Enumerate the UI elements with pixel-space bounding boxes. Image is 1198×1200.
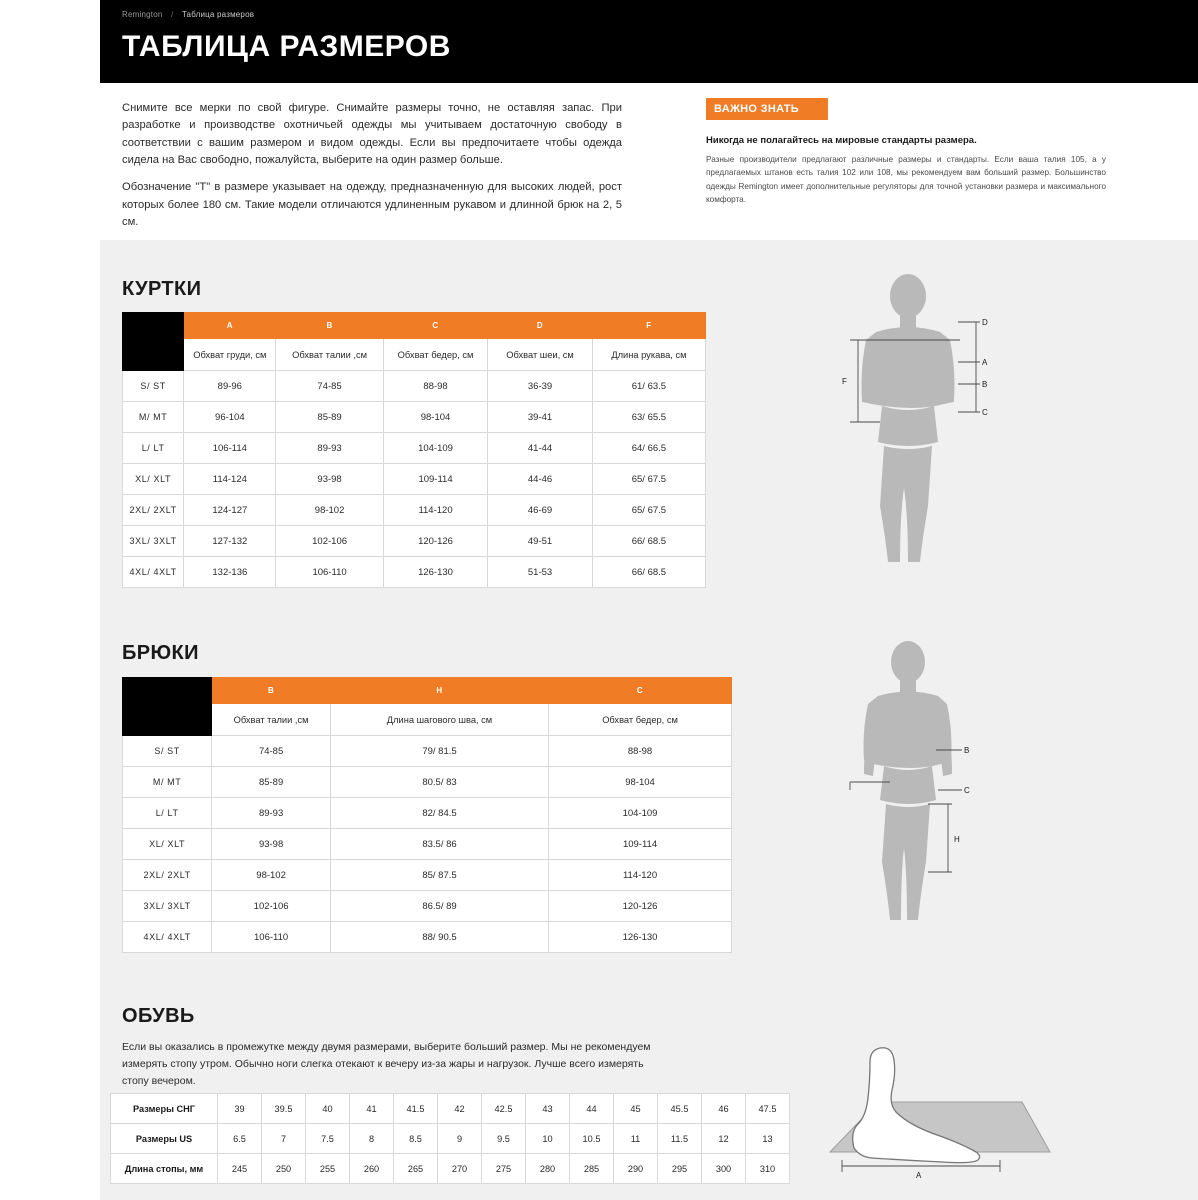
jackets-r0-c0: S/ ST — [123, 371, 184, 402]
jackets-r2-c5: 64/ 66.5 — [592, 433, 705, 464]
table-row — [123, 860, 732, 891]
jackets-r6-c3: 126-130 — [383, 557, 488, 588]
jackets-r4-c0: 2XL/ 2XLT — [123, 495, 184, 526]
shoes-row0-c12: 47.5 — [746, 1094, 790, 1124]
pants-r4-c3: 114-120 — [549, 860, 732, 891]
jackets-name-row — [123, 339, 706, 371]
breadcrumb-root[interactable]: Remington — [122, 10, 163, 19]
table-row — [123, 767, 732, 798]
jackets-letter-row — [123, 313, 706, 339]
intro-text — [122, 100, 622, 242]
jacket-label-A: A — [982, 358, 988, 367]
shoes-row2-c7: 280 — [526, 1154, 570, 1184]
pants-r3-c0: XL/ XLT — [123, 829, 212, 860]
pants-r1-c2: 80.5/ 83 — [330, 767, 548, 798]
pants-r1-c3: 98-104 — [549, 767, 732, 798]
shoe-label-A: A — [916, 1171, 922, 1180]
important-badge-label: ВАЖНО ЗНАТЬ — [714, 103, 799, 115]
shoes-row1-c6: 9.5 — [482, 1124, 526, 1154]
shoes-row2-c8: 285 — [570, 1154, 614, 1184]
pants-name-row — [123, 704, 732, 736]
shoes-row1-c5: 9 — [438, 1124, 482, 1154]
jackets-r0-c1: 89-96 — [184, 371, 276, 402]
pants-r0-c0: S/ ST — [123, 736, 212, 767]
shoes-row0-c10: 45.5 — [658, 1094, 702, 1124]
shoes-row2-c2: 255 — [306, 1154, 350, 1184]
pants-r4-c1: 98-102 — [212, 860, 331, 891]
jackets-r5-c5: 66/ 68.5 — [592, 526, 705, 557]
breadcrumb-current: Таблица размеров — [181, 10, 255, 19]
pants-r1-c0: M/ MT — [123, 767, 212, 798]
shoes-row1-c2: 7.5 — [306, 1124, 350, 1154]
pants-label-H: H — [954, 835, 960, 844]
jackets-r6-c4: 51-53 — [488, 557, 593, 588]
jackets-r1-c3: 98-104 — [383, 402, 488, 433]
pants-r6-c2: 88/ 90.5 — [330, 922, 548, 953]
shoes-row2-c0: 245 — [218, 1154, 262, 1184]
table-row — [123, 371, 706, 402]
shoes-row2-c10: 295 — [658, 1154, 702, 1184]
section-title-pants: БРЮКИ — [122, 642, 199, 664]
jackets-r5-c4: 49-51 — [488, 526, 593, 557]
important-body: Разные производители предлагают различные размеры и стандарты. Если ваша талия 105, а у предлагаемых штанов есть талия 102 или 108, мы рекомендуем вам больший размер. Большинство одежды Remington имеет дополнительные регуляторы для точной установки размера и максимального комфорта. — [706, 155, 1106, 204]
jackets-r3-c4: 44-46 — [488, 464, 593, 495]
jackets-r2-c2: 89-93 — [276, 433, 383, 464]
shoes-row0-c11: 46 — [702, 1094, 746, 1124]
jackets-r4-c1: 124-127 — [184, 495, 276, 526]
pants-r3-c1: 93-98 — [212, 829, 331, 860]
shoes-row2-label: Длина стопы, мм — [111, 1154, 218, 1184]
breadcrumb — [122, 10, 254, 19]
section-title-shoes: ОБУВЬ — [122, 1005, 195, 1027]
pants-r0-c3: 88-98 — [549, 736, 732, 767]
table-row — [123, 736, 732, 767]
intro-paragraph-1: Снимите все мерки по свой фигуре. Снимайте размеры точно, не оставляя запас. При разработке и производстве охотничьей одежды мы учитываем достаточную свободу в соответствии с вашим размером и видом одежды. Если вы предпочитаете чтобы одежда сидела на Вас свободно, пожалуйста, выберите на один размер больше. — [122, 102, 622, 167]
jackets-r2-c1: 106-114 — [184, 433, 276, 464]
jackets-r4-c5: 65/ 67.5 — [592, 495, 705, 526]
shoes-row2-c1: 250 — [262, 1154, 306, 1184]
shoes-row1-c1: 7 — [262, 1124, 306, 1154]
shoes-row2-c4: 265 — [394, 1154, 438, 1184]
jackets-r6-c0: 4XL/ 4XLT — [123, 557, 184, 588]
pants-r3-c2: 83.5/ 86 — [330, 829, 548, 860]
jackets-letter-1: A — [184, 313, 276, 339]
intro-paragraph-2: Обозначение "Т" в размере указывает на одежду, предназначенную для высоких людей, рост которых более 180 см. Такие модели отличаются удлиненным рукавом и длинной брюк на 2, 5 см. — [122, 181, 622, 229]
jackets-r1-c1: 96-104 — [184, 402, 276, 433]
shoes-row1-c12: 13 — [746, 1124, 790, 1154]
figure-foot-measurement — [800, 1040, 1060, 1180]
jackets-r4-c4: 46-69 — [488, 495, 593, 526]
table-row — [123, 891, 732, 922]
jackets-r6-c5: 66/ 68.5 — [592, 557, 705, 588]
shoes-row1-c8: 10.5 — [570, 1124, 614, 1154]
shoes-row2-c3: 260 — [350, 1154, 394, 1184]
jackets-r3-c2: 93-98 — [276, 464, 383, 495]
pants-letter-row — [123, 678, 732, 704]
jackets-r2-c0: L/ LT — [123, 433, 184, 464]
shoes-row0-c6: 42.5 — [482, 1094, 526, 1124]
pants-r5-c0: 3XL/ 3XLT — [123, 891, 212, 922]
pants-r4-c0: 2XL/ 2XLT — [123, 860, 212, 891]
pants-r6-c0: 4XL/ 4XLT — [123, 922, 212, 953]
shoes-row2-c9: 290 — [614, 1154, 658, 1184]
breadcrumb-separator: / — [170, 10, 174, 19]
pants-r2-c3: 104-109 — [549, 798, 732, 829]
jackets-letter-3: C — [383, 313, 488, 339]
table-row — [111, 1154, 790, 1184]
pants-r2-c0: L/ LT — [123, 798, 212, 829]
jackets-r4-c3: 114-120 — [383, 495, 488, 526]
shoes-row0-c1: 39.5 — [262, 1094, 306, 1124]
shoes-row0-c7: 43 — [526, 1094, 570, 1124]
jackets-name-1: Обхват груди, см — [184, 339, 276, 371]
jackets-letter-2: B — [276, 313, 383, 339]
jacket-label-B: B — [982, 380, 988, 389]
jackets-letter-0 — [123, 313, 184, 339]
jackets-r6-c1: 132-136 — [184, 557, 276, 588]
jackets-r1-c4: 39-41 — [488, 402, 593, 433]
shoes-row2-c5: 270 — [438, 1154, 482, 1184]
pants-label-B: B — [964, 746, 970, 755]
jackets-r1-c0: M/ MT — [123, 402, 184, 433]
pants-r6-c3: 126-130 — [549, 922, 732, 953]
pants-r2-c2: 82/ 84.5 — [330, 798, 548, 829]
pants-name-2: Длина шагового шва, см — [330, 704, 548, 736]
shoes-row0-c9: 45 — [614, 1094, 658, 1124]
table-row — [123, 922, 732, 953]
shoes-row1-c11: 12 — [702, 1124, 746, 1154]
pants-r1-c1: 85-89 — [212, 767, 331, 798]
jackets-r6-c2: 106-110 — [276, 557, 383, 588]
pants-name-1: Обхват талии ,см — [212, 704, 331, 736]
pants-r3-c3: 109-114 — [549, 829, 732, 860]
shoes-row0-c2: 40 — [306, 1094, 350, 1124]
shoes-row1-c9: 11 — [614, 1124, 658, 1154]
jackets-r4-c2: 98-102 — [276, 495, 383, 526]
jackets-r0-c2: 74-85 — [276, 371, 383, 402]
jackets-r3-c5: 65/ 67.5 — [592, 464, 705, 495]
jackets-r5-c1: 127-132 — [184, 526, 276, 557]
pants-letter-1: B — [212, 678, 331, 704]
table-row — [111, 1124, 790, 1154]
pants-letter-0 — [123, 678, 212, 704]
figure-jacket-measurements — [810, 272, 1030, 572]
table-row — [123, 526, 706, 557]
jackets-r5-c3: 120-126 — [383, 526, 488, 557]
shoes-row0-c8: 44 — [570, 1094, 614, 1124]
shoes-row1-label: Размеры US — [111, 1124, 218, 1154]
jacket-label-D: D — [982, 318, 988, 327]
pants-r5-c2: 86.5/ 89 — [330, 891, 548, 922]
pants-r5-c1: 102-106 — [212, 891, 331, 922]
table-row — [123, 464, 706, 495]
jackets-r3-c3: 109-114 — [383, 464, 488, 495]
important-subtitle: Никогда не полагайтесь на мировые стандарты размера. — [706, 135, 977, 146]
pants-name-0 — [123, 704, 212, 736]
jackets-letter-4: D — [488, 313, 593, 339]
shoes-row0-c5: 42 — [438, 1094, 482, 1124]
table-row — [123, 829, 732, 860]
page-title: ТАБЛИЦА РАЗМЕРОВ — [122, 30, 451, 63]
jackets-table — [122, 312, 706, 588]
pants-r2-c1: 89-93 — [212, 798, 331, 829]
jacket-label-F: F — [842, 377, 847, 386]
shoes-row2-c12: 310 — [746, 1154, 790, 1184]
figure-pants-measurements — [810, 640, 1030, 940]
jackets-r1-c5: 63/ 65.5 — [592, 402, 705, 433]
shoes-description: Если вы оказались в промежутке между двумя размерами, выберите больший размер. Мы не рекомендуем измерять стопу утром. Обычно ноги слегка отекают к вечеру из-за жары и нагрузок. Лучше всего измерять стопу вечером. — [122, 1041, 651, 1087]
page-header — [100, 0, 1198, 83]
jackets-name-3: Обхват бедер, см — [383, 339, 488, 371]
jackets-r2-c4: 41-44 — [488, 433, 593, 464]
important-badge — [706, 98, 828, 120]
jackets-r1-c2: 85-89 — [276, 402, 383, 433]
section-title-jackets: КУРТКИ — [122, 278, 202, 300]
pants-r5-c3: 120-126 — [549, 891, 732, 922]
table-row — [123, 495, 706, 526]
jackets-r0-c5: 61/ 63.5 — [592, 371, 705, 402]
pants-r4-c2: 85/ 87.5 — [330, 860, 548, 891]
jackets-r2-c3: 104-109 — [383, 433, 488, 464]
jackets-r3-c1: 114-124 — [184, 464, 276, 495]
jackets-r5-c2: 102-106 — [276, 526, 383, 557]
jackets-name-0 — [123, 339, 184, 371]
shoes-row0-c4: 41.5 — [394, 1094, 438, 1124]
shoes-row1-c3: 8 — [350, 1124, 394, 1154]
shoes-row1-c10: 11.5 — [658, 1124, 702, 1154]
shoes-row1-c7: 10 — [526, 1124, 570, 1154]
pants-label-C: C — [964, 786, 970, 795]
pants-name-3: Обхват бедер, см — [549, 704, 732, 736]
jackets-name-4: Обхват шеи, см — [488, 339, 593, 371]
table-row — [123, 433, 706, 464]
jackets-r0-c4: 36-39 — [488, 371, 593, 402]
table-row — [123, 402, 706, 433]
pants-r6-c1: 106-110 — [212, 922, 331, 953]
jackets-r0-c3: 88-98 — [383, 371, 488, 402]
table-row — [123, 557, 706, 588]
pants-letter-3: C — [549, 678, 732, 704]
shoes-row0-label: Размеры СНГ — [111, 1094, 218, 1124]
pants-letter-2: H — [330, 678, 548, 704]
shoes-row0-c3: 41 — [350, 1094, 394, 1124]
jackets-letter-5: F — [592, 313, 705, 339]
shoes-row2-c6: 275 — [482, 1154, 526, 1184]
pants-r0-c1: 74-85 — [212, 736, 331, 767]
jackets-name-2: Обхват талии ,см — [276, 339, 383, 371]
shoes-row1-c0: 6.5 — [218, 1124, 262, 1154]
jackets-r3-c0: XL/ XLT — [123, 464, 184, 495]
pants-r0-c2: 79/ 81.5 — [330, 736, 548, 767]
pants-table — [122, 677, 732, 953]
jackets-r5-c0: 3XL/ 3XLT — [123, 526, 184, 557]
shoes-row2-c11: 300 — [702, 1154, 746, 1184]
table-row — [111, 1094, 790, 1124]
jackets-name-5: Длина рукава, см — [592, 339, 705, 371]
shoes-table — [110, 1093, 790, 1184]
jacket-label-C: C — [982, 408, 988, 417]
shoes-row0-c0: 39 — [218, 1094, 262, 1124]
shoes-row1-c4: 8.5 — [394, 1124, 438, 1154]
table-row — [123, 798, 732, 829]
